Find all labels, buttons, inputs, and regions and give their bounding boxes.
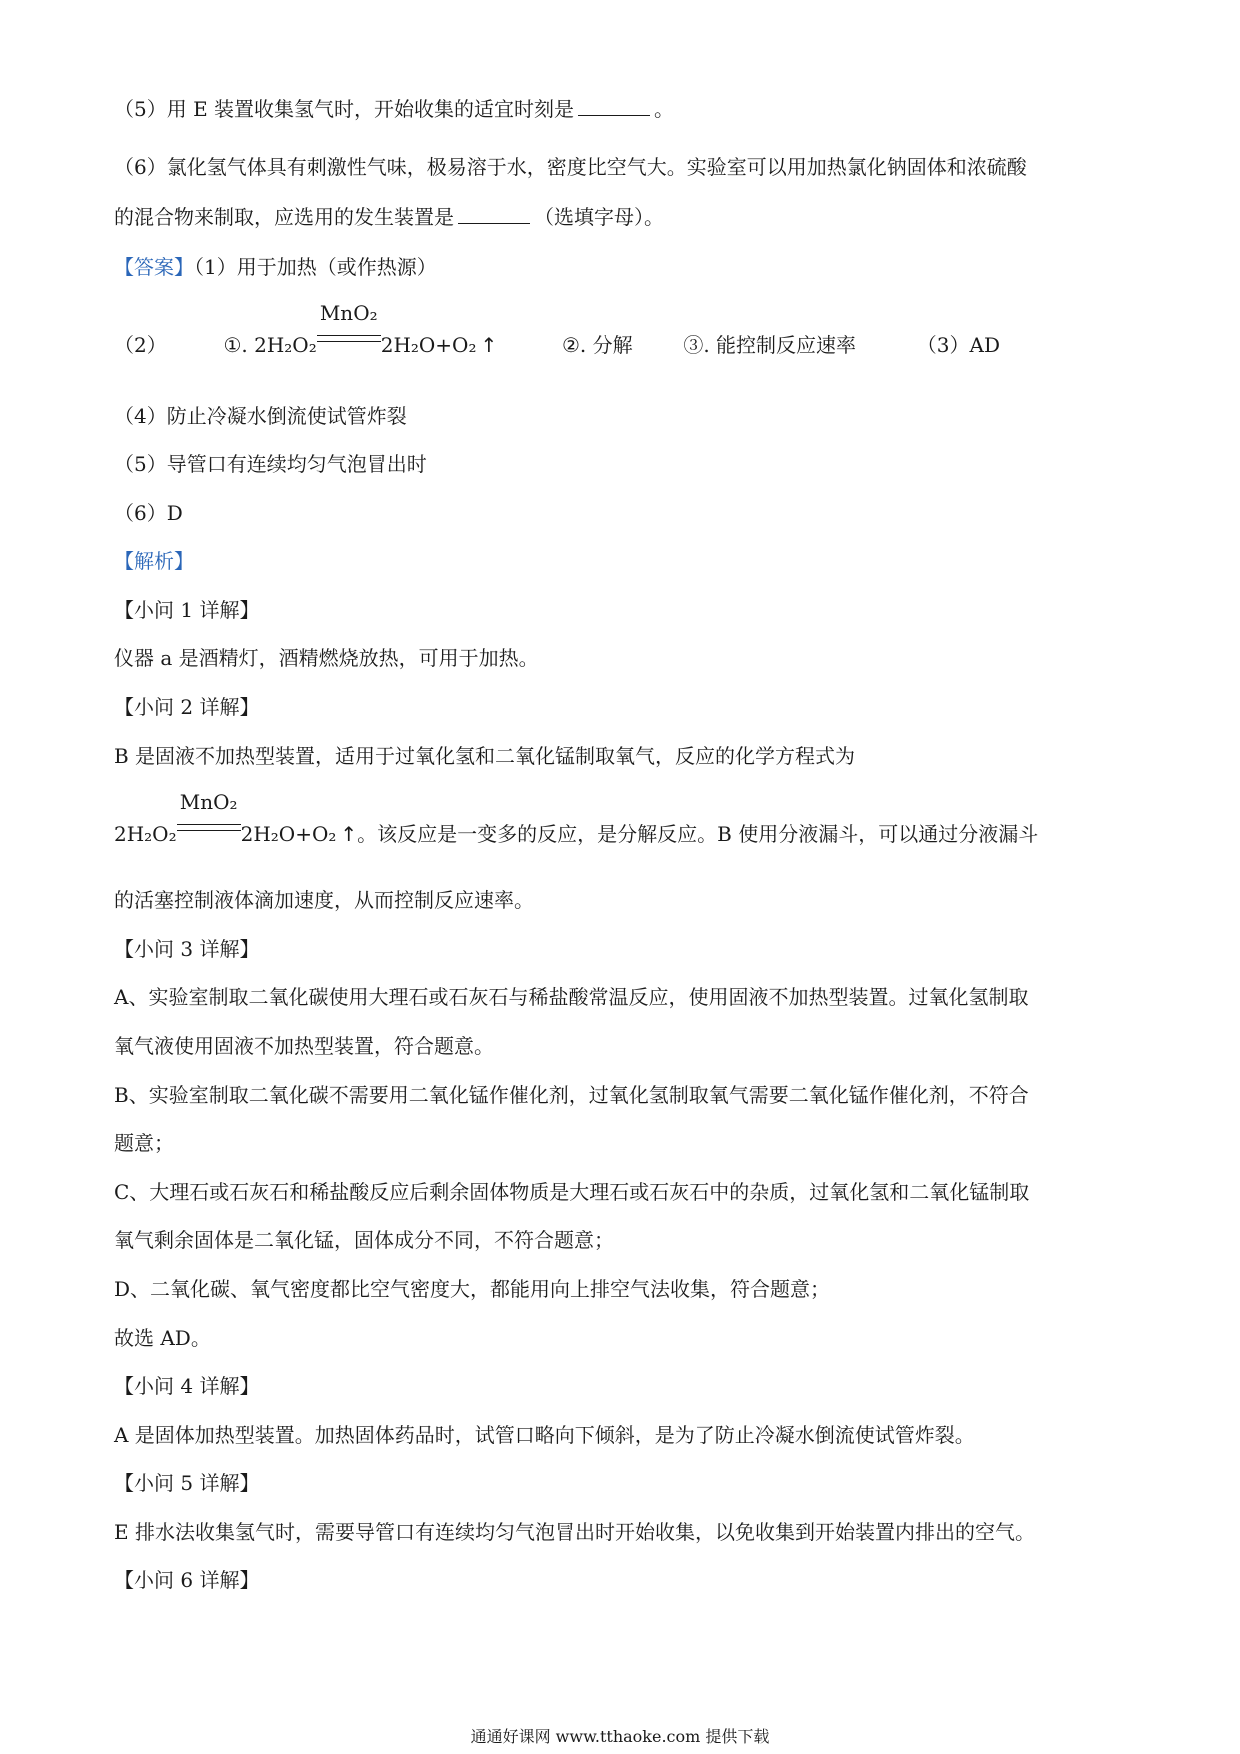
equation-left-2: 2H₂O₂	[114, 822, 177, 846]
equation-right-2: 2H₂O+O₂	[240, 822, 337, 846]
subquestion-1-body: 仪器 a 是酒精灯，酒精燃烧放热，可用于加热。	[114, 646, 539, 670]
answer-tag: 【答案】	[114, 255, 194, 279]
answer-2-part-3: ③. 能控制反应速率	[683, 333, 857, 357]
subquestion-2-body-3: 的活塞控制液体滴加速度，从而控制反应速率。	[114, 888, 534, 912]
subquestion-2-body-2	[114, 790, 1039, 847]
analysis-tag: 【解析】	[114, 549, 194, 573]
subquestion-3-title: 【小问 3 详解】	[114, 937, 260, 961]
option-a-line-1: A、实验室制取二氧化碳使用大理石或石灰石与稀盐酸常温反应，使用固液不加热型装置。过氧化氢制取	[114, 985, 1029, 1009]
answer-line-1	[114, 254, 437, 280]
equation-right: 2H₂O+O₂	[380, 333, 477, 357]
option-d-line: D、二氧化碳、氧气密度都比空气密度大，都能用向上排空气法收集，符合题意；	[114, 1277, 831, 1301]
question-5-text: （5）用 E 装置收集氢气时，开始收集的适宜时刻是	[114, 97, 575, 121]
answer-3: （3）AD	[916, 333, 1000, 357]
answer-2-part-2: ②. 分解	[561, 333, 633, 357]
equation-left: 2H₂O₂	[254, 333, 317, 357]
equation-condition: MnO₂	[319, 301, 378, 325]
option-b-line-2: 题意；	[114, 1131, 174, 1155]
answer-line-6: （6）D	[114, 501, 183, 525]
answer-2-label: （2）	[114, 333, 167, 357]
equation-arrow-2	[177, 790, 241, 841]
answer-blank	[578, 97, 650, 116]
option-a-line-2: 氧气液使用固液不加热型装置，符合题意。	[114, 1034, 494, 1058]
subquestion-4-body: A 是固体加热型装置。加热固体药品时，试管口略向下倾斜，是为了防止冷凝水倒流使试管炸裂。	[114, 1423, 975, 1447]
subquestion-5-title: 【小问 5 详解】	[114, 1471, 260, 1495]
question-6-text: 的混合物来制取，应选用的发生装置是	[114, 205, 454, 229]
answer-1-text: （1）用于加热（或作热源）	[194, 255, 437, 279]
question-5-end: 。	[654, 97, 675, 121]
answer-line-2	[114, 301, 1000, 358]
question-6-end: （选填字母）。	[534, 205, 664, 229]
equation-arrow	[317, 301, 381, 352]
subquestion-6-title: 【小问 6 详解】	[114, 1568, 260, 1592]
page-footer: 通通好课网 www.tthaoke.com 提供下载	[470, 1727, 770, 1746]
equation-condition-2: MnO₂	[179, 790, 238, 814]
question-5-line	[114, 96, 674, 122]
question-6-line-1: （6）氯化氢气体具有刺激性气味，极易溶于水，密度比空气大。实验室可以用加热氯化钠固体和浓硫酸	[114, 155, 1027, 179]
option-c-line-2: 氧气剩余固体是二氧化锰，固体成分不同，不符合题意；	[114, 1228, 614, 1252]
answer-blank	[458, 205, 530, 224]
answer-line-4: （4）防止冷凝水倒流使试管炸裂	[114, 404, 407, 428]
subquestion-3-conclusion: 故选 AD。	[114, 1326, 211, 1350]
subquestion-2-title: 【小问 2 详解】	[114, 695, 260, 719]
subquestion-2-body-1: B 是固液不加热型装置，适用于过氧化氢和二氧化锰制取氧气，反应的化学方程式为	[114, 744, 856, 768]
question-6-line-2	[114, 204, 664, 230]
subquestion-4-title: 【小问 4 详解】	[114, 1374, 260, 1398]
answer-line-5: （5）导管口有连续均匀气泡冒出时	[114, 452, 427, 476]
gas-up-arrow-2: ↑	[340, 822, 358, 846]
option-c-line-1: C、大理石或石灰石和稀盐酸反应后剩余固体物质是大理石或石灰石中的杂质，过氧化氢和二氧化锰制取	[114, 1180, 1030, 1204]
gas-up-arrow: ↑	[480, 333, 498, 357]
option-b-line-1: B、实验室制取二氧化碳不需要用二氧化锰作催化剂，过氧化氢制取氧气需要二氧化锰作催化剂，不符合	[114, 1083, 1029, 1107]
subquestion-1-title: 【小问 1 详解】	[114, 598, 260, 622]
subquestion-2-tail: 。该反应是一变多的反应，是分解反应。B 使用分液漏斗，可以通过分液漏斗	[357, 822, 1039, 846]
subquestion-5-body: E 排水法收集氢气时，需要导管口有连续均匀气泡冒出时开始收集，以免收集到开始装置内排出的空气。	[114, 1520, 1035, 1544]
answer-2-equation: ①. 2H₂O₂ MnO₂ 2H₂O+O₂ ↑	[223, 301, 498, 357]
